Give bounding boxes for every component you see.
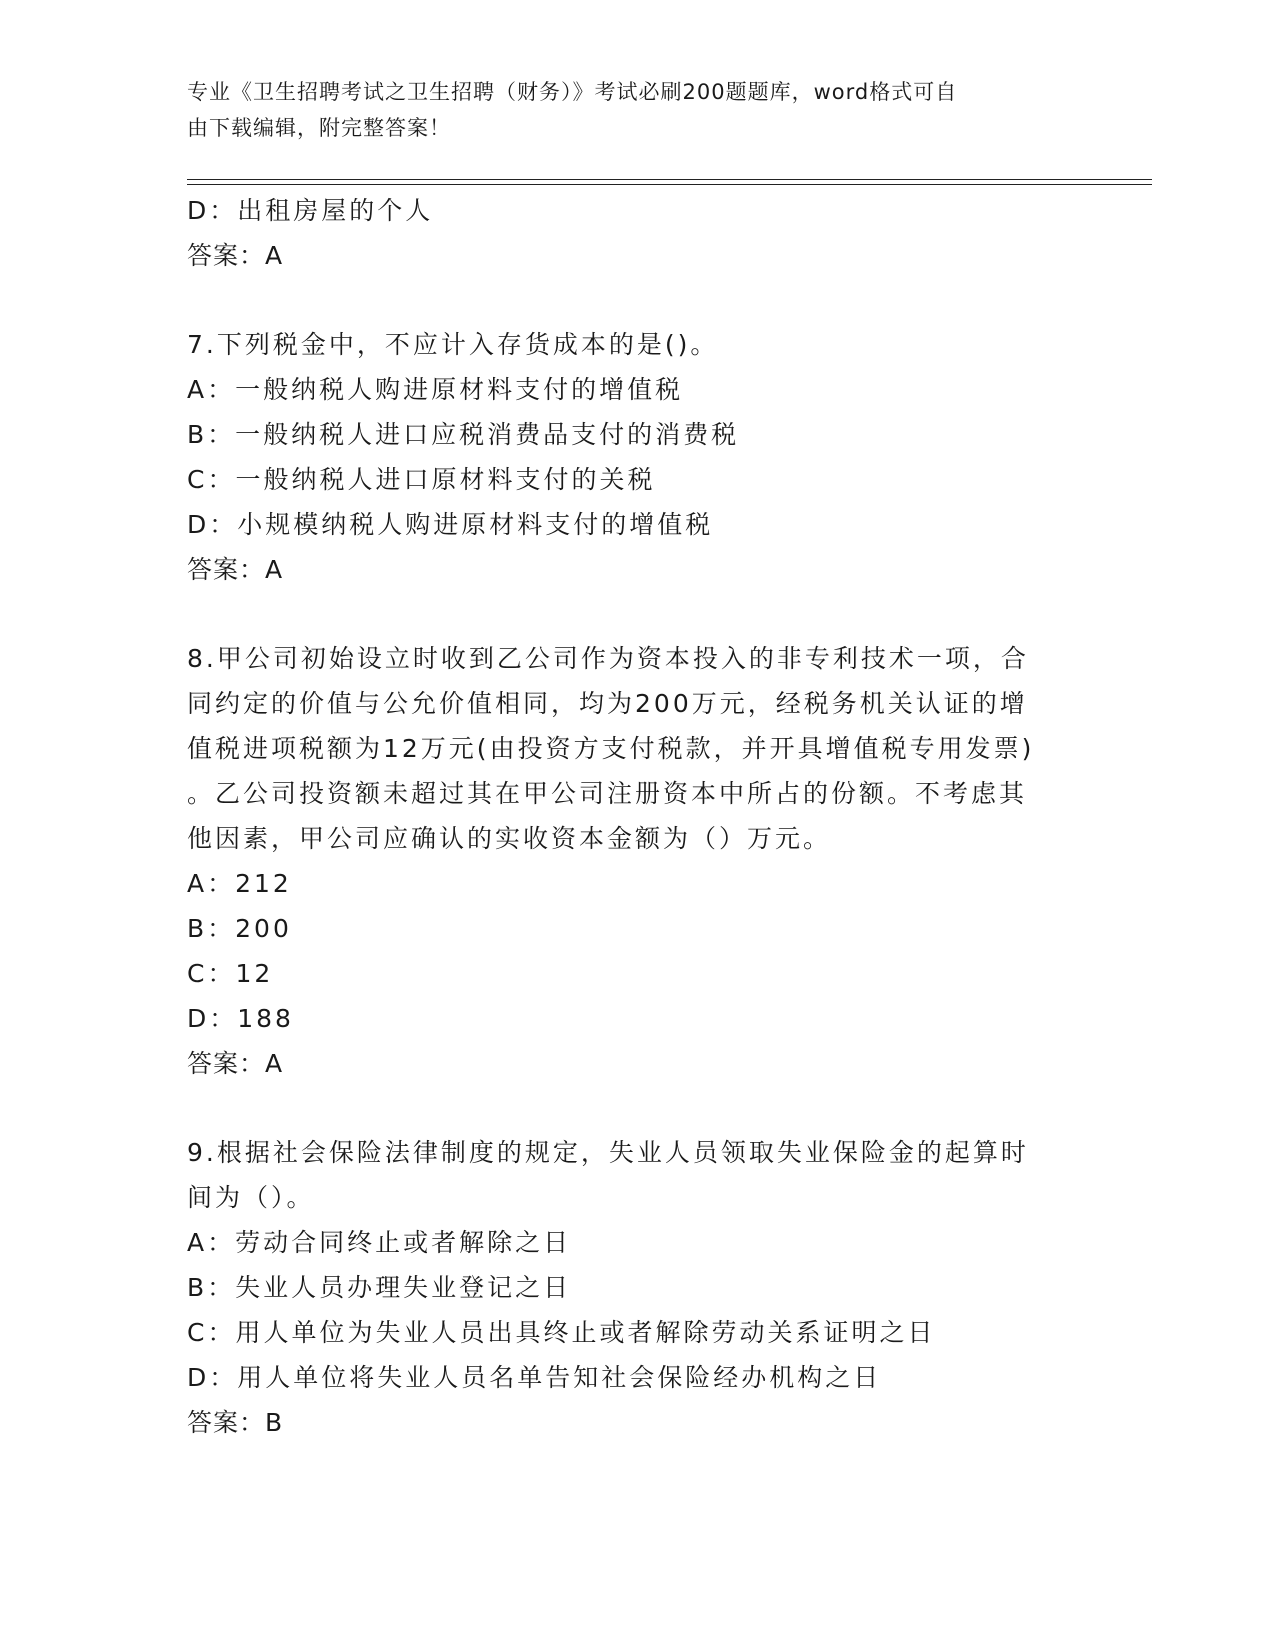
- document-header: [187, 74, 1067, 146]
- prev-answer: 答案：A: [187, 241, 284, 270]
- question-8: [187, 636, 1087, 1086]
- question-8-stem-line-3: 值税进项税额为12万元(由投资方支付税款，并开具增值税专用发票): [187, 734, 1035, 763]
- question-9-option-d: D：用人单位将失业人员名单告知社会保险经办机构之日: [187, 1363, 882, 1392]
- spacer: [187, 1086, 1087, 1130]
- question-list: [187, 188, 1087, 1445]
- question-8-option-a: A：212: [187, 869, 292, 898]
- question-9: [187, 1130, 1087, 1445]
- question-7-option-b: B：一般纳税人进口应税消费品支付的消费税: [187, 420, 740, 449]
- question-9-option-c: C：用人单位为失业人员出具终止或者解除劳动关系证明之日: [187, 1318, 936, 1347]
- question-7-stem: 7.下列税金中，不应计入存货成本的是()。: [187, 330, 719, 359]
- question-8-stem-line-1: 8.甲公司初始设立时收到乙公司作为资本投入的非专利技术一项，合: [187, 644, 1029, 673]
- spacer: [187, 592, 1087, 636]
- question-9-option-b: B：失业人员办理失业登记之日: [187, 1273, 572, 1302]
- question-8-stem-line-2: 同约定的价值与公允价值相同，均为200万元，经税务机关认证的增: [187, 689, 1028, 718]
- header-divider-top: [187, 179, 1152, 180]
- question-7-option-c: C：一般纳税人进口原材料支付的关税: [187, 465, 656, 494]
- question-7-option-d: D：小规模纳税人购进原材料支付的增值税: [187, 510, 714, 539]
- question-8-option-c: C：12: [187, 959, 274, 988]
- header-title-line-2: 由下载编辑，附完整答案！: [187, 116, 451, 140]
- question-8-stem-line-4: 。乙公司投资额未超过其在甲公司注册资本中所占的份额。不考虑其: [187, 779, 1028, 808]
- prev-option-d: D：出租房屋的个人: [187, 196, 434, 225]
- question-9-option-a: A：劳动合同终止或者解除之日: [187, 1228, 572, 1257]
- question-7-option-a: A：一般纳税人购进原材料支付的增值税: [187, 375, 684, 404]
- question-8-answer: 答案：A: [187, 1049, 284, 1078]
- question-7-answer: 答案：A: [187, 555, 284, 584]
- header-title-line-1: 专业《卫生招聘考试之卫生招聘（财务）》考试必刷200题题库，word格式可自: [187, 80, 958, 104]
- question-8-stem-line-5: 他因素，甲公司应确认的实收资本金额为（）万元。: [187, 824, 832, 853]
- question-9-stem-line-2: 间为（）。: [187, 1183, 315, 1212]
- question-9-stem-line-1: 9.根据社会保险法律制度的规定，失业人员领取失业保险金的起算时: [187, 1138, 1029, 1167]
- question-7: [187, 322, 1087, 592]
- header-divider-bottom: [187, 184, 1152, 185]
- question-8-option-d: D：188: [187, 1004, 294, 1033]
- question-8-option-b: B：200: [187, 914, 292, 943]
- question-9-answer: 答案：B: [187, 1408, 284, 1437]
- spacer: [187, 278, 1087, 322]
